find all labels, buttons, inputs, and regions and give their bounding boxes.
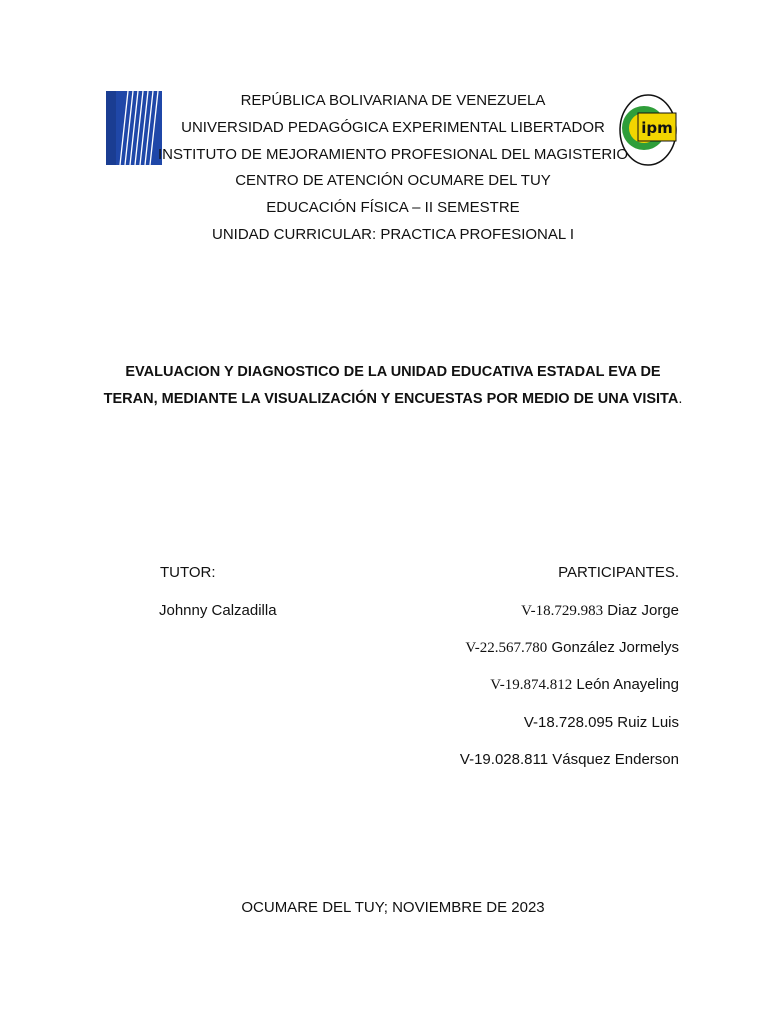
participant-item bbox=[460, 602, 679, 639]
header-line-university: UNIVERSIDAD PEDAGÓGICA EXPERIMENTAL LIBERTADOR bbox=[181, 118, 605, 136]
participant-name: Diaz Jorge bbox=[607, 602, 679, 619]
participant-item bbox=[460, 639, 679, 676]
header-line-center: CENTRO DE ATENCIÓN OCUMARE DEL TUY bbox=[235, 172, 551, 190]
participant-id: V-18.728.095 bbox=[523, 713, 614, 731]
place-and-date: OCUMARE DEL TUY; NOVIEMBRE DE 2023 bbox=[241, 899, 545, 916]
participant-id: V-19.028.811 bbox=[459, 750, 549, 768]
participant-id: V-22.567.780 bbox=[465, 640, 548, 657]
participant-name: González Jormelys bbox=[551, 639, 679, 657]
tutor-name: Johnny Calzadilla bbox=[159, 602, 277, 619]
title-period: . bbox=[678, 390, 683, 407]
header-line-program: EDUCACIÓN FÍSICA – II SEMESTRE bbox=[266, 199, 520, 217]
header-line-country: REPÚBLICA BOLIVARIANA DE VENEZUELA bbox=[240, 92, 546, 109]
participants-list bbox=[460, 602, 679, 788]
header-line-institute: INSTITUTO DE MEJORAMIENTO PROFESIONAL DEL MAGISTERIO bbox=[157, 145, 629, 163]
participant-id: V-18.729.983 bbox=[521, 603, 604, 619]
participant-item bbox=[460, 676, 679, 713]
participants-label: PARTICIPANTES. bbox=[558, 564, 679, 581]
participant-name: Vásquez Enderson bbox=[552, 750, 679, 768]
participant-name: Ruiz Luis bbox=[617, 713, 679, 731]
header-line-course: UNIDAD CURRICULAR: PRACTICA PROFESIONAL I bbox=[212, 225, 574, 243]
participant-item bbox=[460, 751, 679, 788]
document-title bbox=[100, 359, 686, 412]
ipm-logo-text: ipm bbox=[641, 119, 673, 137]
participant-item bbox=[460, 714, 679, 751]
participant-name: León Anayeling bbox=[576, 676, 679, 694]
title-text: EVALUACION Y DIAGNOSTICO DE LA UNIDAD EDUCATIVA ESTADAL EVA DE TERAN, MEDIANTE LA VISUALIZACIÓN Y ENCUESTAS POR MEDIO DE UNA VISITA bbox=[103, 364, 679, 407]
tutor-label: TUTOR: bbox=[160, 564, 216, 581]
institution-header bbox=[0, 88, 768, 249]
participant-id: V-19.874.812 bbox=[490, 677, 573, 694]
